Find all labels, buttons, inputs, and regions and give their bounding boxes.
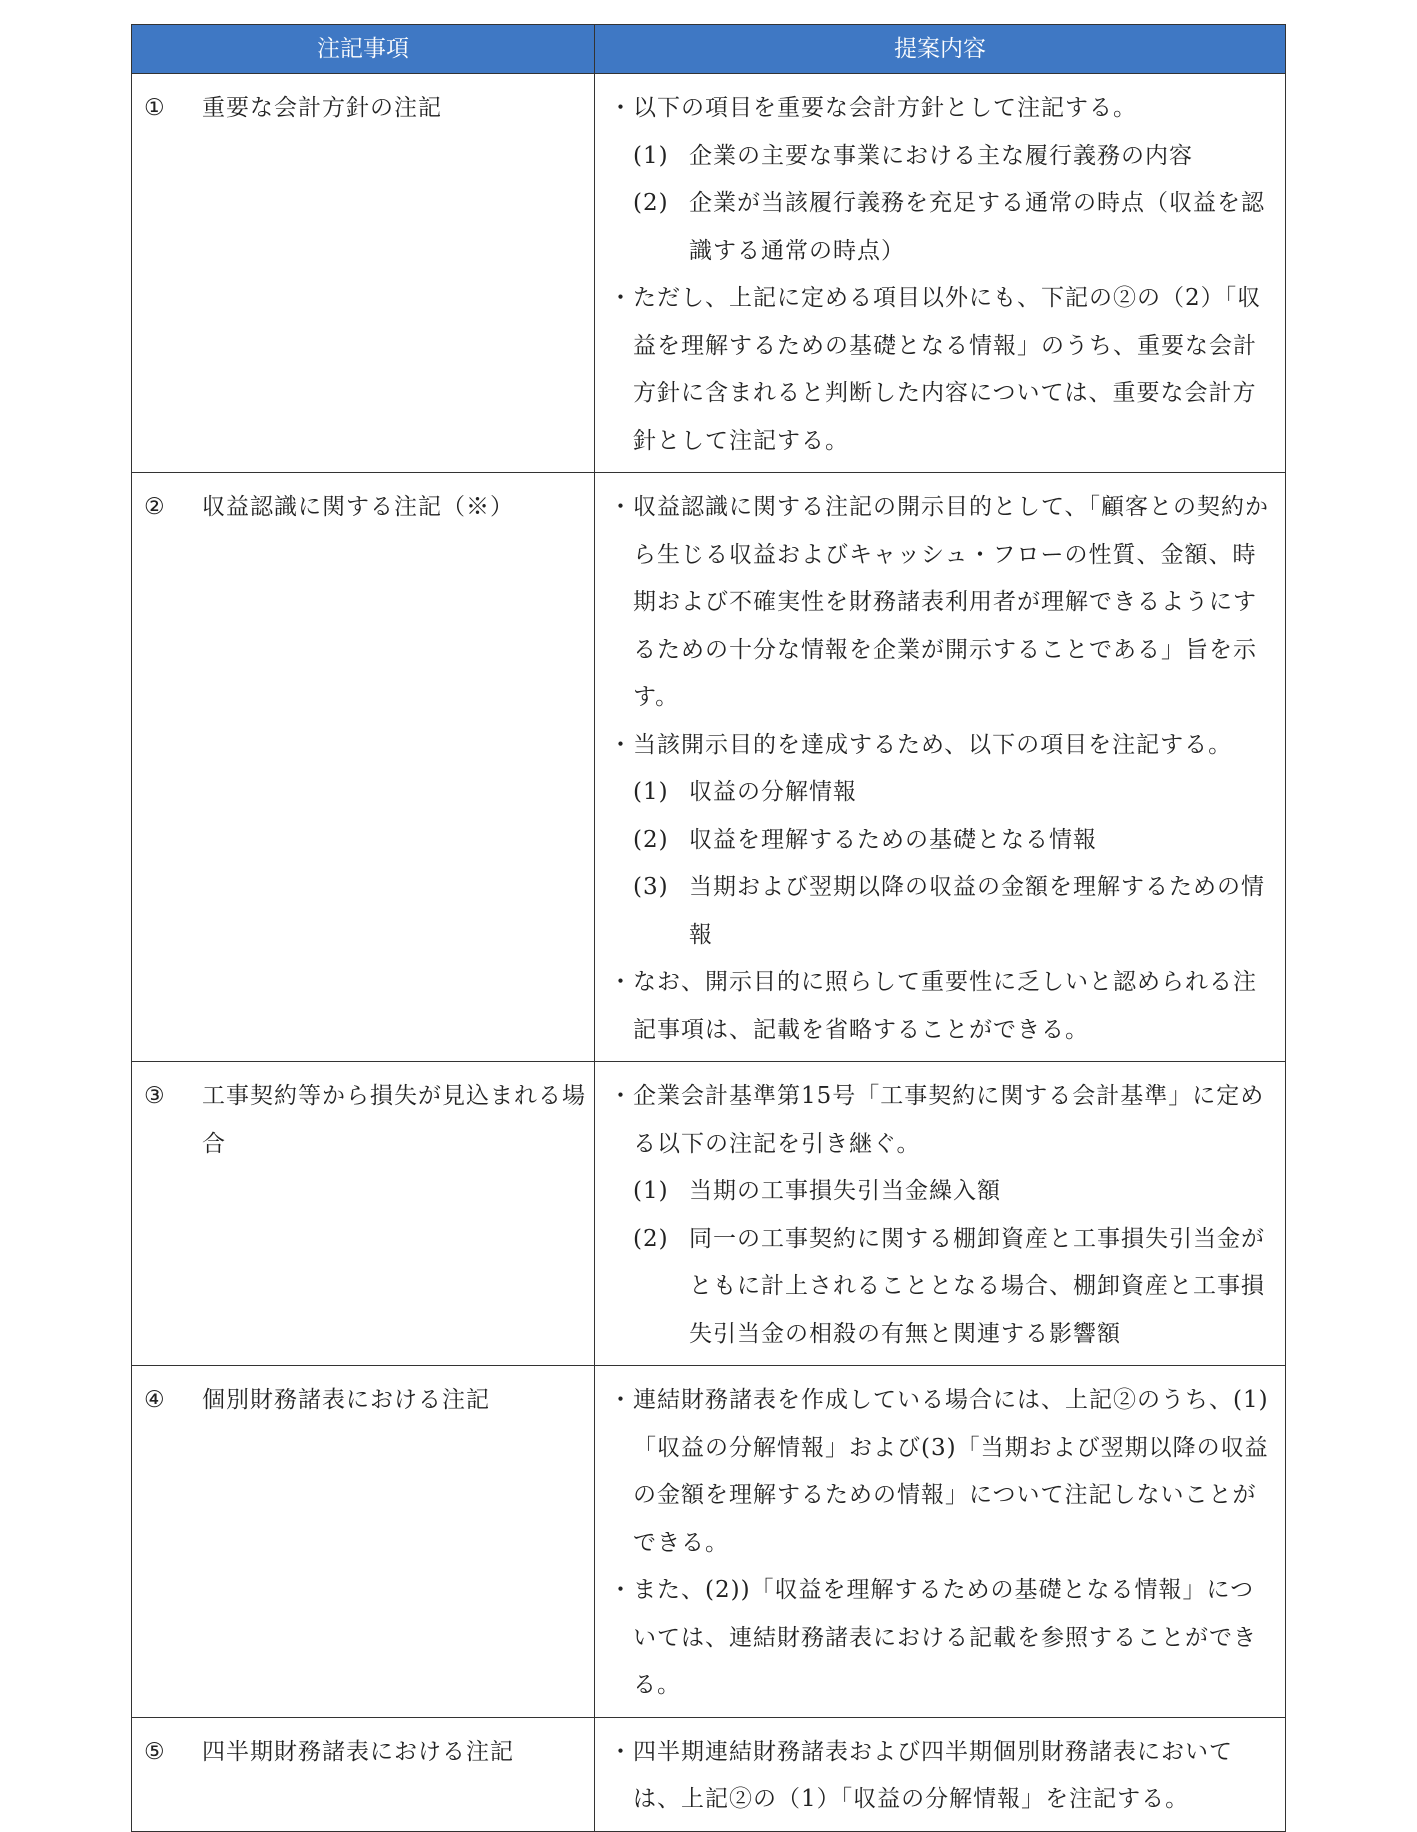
item-cell [132,1366,595,1718]
bullet-mark: ・ [609,969,633,995]
bullet-text: 以下の項目を重要な会計方針として注記する。 [633,95,1137,121]
content-cell [595,1366,1286,1718]
sub-text: 当期の工事損失引当金繰入額 [689,1178,1001,1204]
sub-item [609,817,1275,865]
bullet-text: ただし、上記に定める項目以外にも、下記の②の（2）「収益を理解するための基礎となる情報」のうち、重要な会計方針に含まれると判断した内容については、重要な会計方針として注記する。 [633,285,1262,454]
bullet-item [609,1377,1275,1567]
sub-number: (1) [633,1178,669,1204]
item-cell [132,74,595,473]
content-cell [595,74,1286,473]
item-label: 重要な会計方針の注記 [202,95,442,121]
item-cell [132,1717,595,1831]
table-row [132,74,1286,473]
item-cell [132,473,595,1062]
sub-item [609,1168,1275,1216]
header-proposal: 提案内容 [595,25,1286,74]
item-label: 収益認識に関する注記（※） [202,494,514,520]
sub-number: (1) [633,142,669,169]
bullet-item [609,275,1275,465]
bullet-item [609,722,1275,770]
bullet-text: 企業会計基準第15号「工事契約に関する会計基準」に定める以下の注記を引き継ぐ。 [633,1083,1265,1157]
sub-item [609,180,1275,275]
sub-item [609,769,1275,817]
bullet-text: 連結財務諸表を作成している場合には、上記②のうち、(1)「収益の分解情報」および(3)「当期および翌期以降の収益の金額を理解するための情報」について注記しないことができる。 [633,1387,1269,1556]
sub-text: 当期および翌期以降の収益の金額を理解するための情報 [689,874,1265,948]
bullet-mark: ・ [609,1387,633,1413]
sub-item [609,1216,1275,1359]
bullet-text: なお、開示目的に照らして重要性に乏しいと認められる注記事項は、記載を省略することができる。 [633,969,1257,1043]
item-number: ② [144,494,166,520]
bullet-mark: ・ [609,1083,633,1109]
item-number: ③ [144,1083,166,1109]
item-cell [132,1062,595,1366]
notes-table [131,24,1286,1832]
bullet-text: また、(2))「収益を理解するための基礎となる情報」については、連結財務諸表における記載を参照することができる。 [633,1577,1257,1698]
sub-number: (2) [633,826,669,853]
bullet-item [609,1729,1275,1824]
item-number: ⑤ [144,1738,166,1765]
bullet-mark: ・ [609,494,633,520]
header-note-items: 注記事項 [132,25,595,74]
bullet-mark: ・ [609,1577,633,1603]
sub-number: (3) [633,874,669,900]
table-row [132,473,1286,1062]
sub-number: (2) [633,1225,669,1252]
header-row [132,25,1286,74]
item-number: ① [144,95,166,121]
table-row [132,1717,1286,1831]
sub-text: 同一の工事契約に関する棚卸資産と工事損失引当金がともに計上されることとなる場合、棚卸資産と工事損失引当金の相殺の有無と関連する影響額 [689,1225,1265,1347]
bullet-text: 四半期連結財務諸表および四半期個別財務諸表においては、上記②の（1）「収益の分解情報」を注記する。 [633,1738,1233,1812]
content-cell [595,1717,1286,1831]
bullet-item [609,484,1275,722]
content-cell [595,1062,1286,1366]
item-label: 個別財務諸表における注記 [202,1387,490,1413]
sub-item [609,864,1275,959]
sub-text: 収益の分解情報 [689,779,857,805]
bullet-item [609,1567,1275,1710]
bullet-mark: ・ [609,731,633,758]
sub-text: 企業の主要な事業における主な履行義務の内容 [689,142,1193,169]
bullet-item [609,1073,1275,1168]
sub-text: 企業が当該履行義務を充足する通常の時点（収益を認識する通常の時点） [689,190,1265,264]
bullet-item [609,959,1275,1054]
bullet-item [609,85,1275,133]
sub-text: 収益を理解するための基礎となる情報 [689,826,1097,853]
bullet-mark: ・ [609,95,633,121]
bullet-mark: ・ [609,285,633,311]
bullet-text: 当該開示目的を達成するため、以下の項目を注記する。 [633,731,1233,758]
sub-number: (1) [633,779,669,805]
content-cell [595,473,1286,1062]
table-row [132,1062,1286,1366]
bullet-mark: ・ [609,1738,633,1765]
item-label: 四半期財務諸表における注記 [202,1738,514,1765]
bullet-text: 収益認識に関する注記の開示目的として、「顧客との契約から生じる収益およびキャッシュ・フローの性質、金額、時期および不確実性を財務諸表利用者が理解できるようにするための十分な情報を企業が開示することである」旨を示す。 [633,494,1270,710]
item-label: 工事契約等から損失が見込まれる場合 [202,1083,586,1157]
item-number: ④ [144,1387,166,1413]
table-row [132,1366,1286,1718]
sub-item [609,133,1275,181]
sub-number: (2) [633,190,669,216]
